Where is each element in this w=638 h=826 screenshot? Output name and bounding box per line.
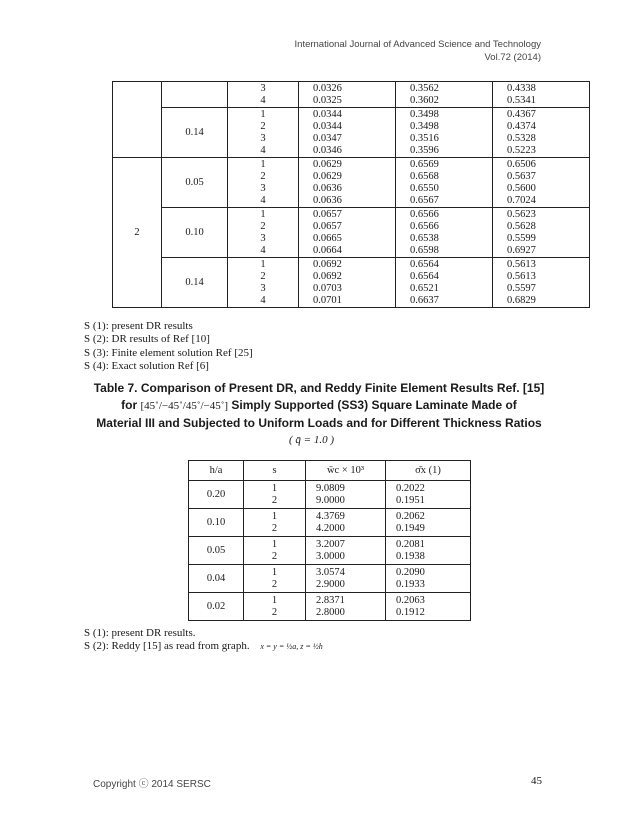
cell-value: 0.0325 (313, 94, 342, 106)
header-deflection: w̄c × 10³ (306, 461, 386, 481)
cell-value: 0.0664 (313, 244, 342, 256)
solution-index-cell (244, 593, 306, 621)
cell-value: 0.4374 (507, 120, 536, 132)
cell-value: 2 (271, 494, 278, 506)
cell-value: 2 (271, 578, 278, 590)
journal-name: International Journal of Advanced Science and Technology (294, 39, 541, 50)
cell-value: 0.6568 (410, 170, 439, 182)
cell-value: 0.5637 (507, 170, 536, 182)
cell-value: 0.5599 (507, 232, 536, 244)
cell-value: 0.3596 (410, 144, 439, 156)
cell-value: 0.0346 (313, 144, 342, 156)
cell-value: 0.3498 (410, 108, 439, 120)
solution-index-cell (244, 537, 306, 565)
value-cell (396, 208, 493, 258)
cell-value: 2 (260, 220, 266, 232)
cell-value: 2 (260, 170, 266, 182)
cell-value: 0.5223 (507, 144, 536, 156)
cell-value: 0.7024 (507, 194, 536, 206)
load-equation: ( q̄ = 1.0 ) (289, 434, 335, 446)
thickness-ratio-cell: 0.02 (189, 593, 244, 621)
table-row (113, 108, 590, 158)
note-line: S (3): Finite element solution Ref [25] (84, 346, 253, 359)
solution-index-cell (244, 481, 306, 509)
cell-value: 2 (271, 550, 278, 562)
group-cell (113, 82, 162, 158)
solution-index-cell (244, 509, 306, 537)
cell-value: 0.0636 (313, 182, 342, 194)
table-row (189, 593, 471, 621)
ratio-cell (162, 82, 228, 108)
stress-cell (386, 537, 471, 565)
cell-value: 0.3498 (410, 120, 439, 132)
cell-value: 1 (271, 510, 278, 522)
stress-cell (386, 481, 471, 509)
cell-value: 0.4367 (507, 108, 536, 120)
value-cell (299, 108, 396, 158)
caption-for: for (121, 398, 138, 412)
cell-value: 2.9000 (316, 578, 345, 590)
table7-caption (64, 380, 574, 432)
header-s: s (244, 461, 306, 481)
caption-line-1: Table 7. Comparison of Present DR, and Reddy Finite Element Results Ref. [15] (93, 381, 545, 395)
cell-value: 3 (260, 282, 266, 294)
value-cell (299, 258, 396, 308)
cell-value: 0.6567 (410, 194, 439, 206)
cell-value: 2 (260, 120, 266, 132)
value-cell (396, 258, 493, 308)
cell-value: 0.2081 (396, 538, 425, 550)
caption-line-2 (64, 397, 574, 415)
cell-value: 4 (260, 194, 266, 206)
cell-value: 4 (260, 94, 266, 106)
header-ha: h/a (189, 461, 244, 481)
cell-value: 1 (260, 258, 266, 270)
ratio-cell: 0.14 (162, 108, 228, 158)
cell-value: 4.3769 (316, 510, 345, 522)
cell-value: 0.3602 (410, 94, 439, 106)
cell-value: 3 (260, 82, 266, 94)
cell-value: 0.6927 (507, 244, 536, 256)
note-line: S (2): DR results of Ref [10] (84, 333, 210, 346)
cell-value: 0.0347 (313, 132, 342, 144)
cell-value: 0.2062 (396, 510, 425, 522)
cell-value: 1 (271, 482, 278, 494)
cell-value: 4 (260, 144, 266, 156)
deflection-cell (306, 481, 386, 509)
cell-value: 1 (260, 208, 266, 220)
cell-value: 0.6598 (410, 244, 439, 256)
cell-value: 0.1933 (396, 578, 425, 590)
cell-value: 0.0629 (313, 170, 342, 182)
cell-value: 0.5613 (507, 258, 536, 270)
table6-notes (84, 320, 253, 374)
ratio-cell: 0.14 (162, 258, 228, 308)
stress-cell (386, 509, 471, 537)
stress-cell (386, 565, 471, 593)
cell-value: 0.6829 (507, 294, 536, 306)
value-cell (493, 158, 590, 208)
cell-value: 2 (260, 270, 266, 282)
cell-value: 3.0574 (316, 566, 345, 578)
solution-index-cell (228, 82, 299, 108)
cell-value: 3.2007 (316, 538, 345, 550)
value-cell (396, 158, 493, 208)
cell-value: 0.0701 (313, 294, 342, 306)
value-cell (493, 108, 590, 158)
cell-value: 0.1912 (396, 606, 425, 618)
cell-value: 9.0000 (316, 494, 345, 506)
note-line: S (1): present DR results. (84, 627, 196, 639)
table-row (189, 565, 471, 593)
cell-value: 0.6566 (410, 220, 439, 232)
comparison-table (188, 460, 471, 621)
cell-value: 0.6637 (410, 294, 439, 306)
solution-index-cell (244, 565, 306, 593)
cell-value: 0.0326 (313, 82, 342, 94)
cell-value: 0.6566 (410, 208, 439, 220)
deflection-cell (306, 537, 386, 565)
cell-value: 0.6564 (410, 258, 439, 270)
solution-index-cell (228, 208, 299, 258)
cell-value: 0.4338 (507, 82, 536, 94)
position-formula: x = y = ½a, z = ½h (260, 642, 323, 652)
cell-value: 9.0809 (316, 482, 345, 494)
header-stress: σ̄x (1) (386, 461, 471, 481)
cell-value: 3 (260, 232, 266, 244)
value-cell (493, 208, 590, 258)
solution-index-cell (228, 108, 299, 158)
cell-value: 0.0692 (313, 258, 342, 270)
cell-value: 0.0657 (313, 220, 342, 232)
journal-volume: Vol.72 (2014) (484, 52, 541, 63)
table-row (189, 509, 471, 537)
value-cell (299, 158, 396, 208)
value-cell (299, 82, 396, 108)
cell-value: 0.6564 (410, 270, 439, 282)
table-row (113, 158, 590, 208)
value-cell (493, 258, 590, 308)
cell-value: 4 (260, 294, 266, 306)
value-cell (493, 82, 590, 108)
cell-value: 0.1938 (396, 550, 425, 562)
cell-value: 1 (271, 594, 278, 606)
cell-value: 0.3516 (410, 132, 439, 144)
table7-notes (84, 627, 323, 654)
thickness-ratio-cell: 0.04 (189, 565, 244, 593)
table-row (113, 82, 590, 108)
cell-value: 1 (271, 538, 278, 550)
running-header (295, 38, 541, 64)
results-table-continued (112, 81, 590, 308)
solution-index-cell (228, 258, 299, 308)
cell-value: 0.5328 (507, 132, 536, 144)
thickness-ratio-cell: 0.10 (189, 509, 244, 537)
cell-value: 3 (260, 182, 266, 194)
cell-value: 0.5628 (507, 220, 536, 232)
cell-value: 3.0000 (316, 550, 345, 562)
caption-line-2-rest: Simply Supported (SS3) Square Laminate Made of (231, 398, 517, 412)
table-row (189, 481, 471, 509)
cell-value: 3 (260, 132, 266, 144)
cell-value: 2 (271, 606, 278, 618)
ratio-cell: 0.10 (162, 208, 228, 258)
layup-sequence: [45˚/−45˚/45˚/−45˚] (140, 400, 229, 412)
group-cell: 2 (113, 158, 162, 308)
cell-value: 2.8371 (316, 594, 345, 606)
cell-value: 0.0703 (313, 282, 342, 294)
cell-value: 0.0629 (313, 158, 342, 170)
cell-value: 1 (260, 108, 266, 120)
value-cell (396, 108, 493, 158)
cell-value: 0.6569 (410, 158, 439, 170)
cell-value: 0.2022 (396, 482, 425, 494)
solution-index-cell (228, 158, 299, 208)
note-line: S (1): present DR results (84, 320, 193, 332)
value-cell (396, 82, 493, 108)
table-row (113, 208, 590, 258)
thickness-ratio-cell: 0.05 (189, 537, 244, 565)
cell-value: 0.6538 (410, 232, 439, 244)
cell-value: 0.5600 (507, 182, 536, 194)
deflection-cell (306, 593, 386, 621)
table-row (189, 537, 471, 565)
cell-value: 2 (271, 522, 278, 534)
cell-value: 0.0636 (313, 194, 342, 206)
cell-value: 1 (271, 566, 278, 578)
deflection-cell (306, 509, 386, 537)
copyright: Copyright ⓒ 2014 SERSC (93, 779, 211, 790)
cell-value: 0.0657 (313, 208, 342, 220)
cell-value: 2.8000 (316, 606, 345, 618)
cell-value: 0.0665 (313, 232, 342, 244)
cell-value: 0.0692 (313, 270, 342, 282)
cell-value: 0.6506 (507, 158, 536, 170)
cell-value: 0.5613 (507, 270, 536, 282)
cell-value: 4.2000 (316, 522, 345, 534)
cell-value: 0.1949 (396, 522, 425, 534)
cell-value: 0.5597 (507, 282, 536, 294)
cell-value: 0.2090 (396, 566, 425, 578)
load-value: q̄ = 1.0 (295, 434, 328, 446)
page-number: 45 (531, 775, 542, 787)
cell-value: 0.5341 (507, 94, 536, 106)
ratio-cell: 0.05 (162, 158, 228, 208)
thickness-ratio-cell: 0.20 (189, 481, 244, 509)
cell-value: 0.3562 (410, 82, 439, 94)
stress-cell (386, 593, 471, 621)
note-line: S (2): Reddy [15] as read from graph. x = y = ½a, z = ½h (84, 640, 323, 653)
cell-value: 4 (260, 244, 266, 256)
cell-value: 0.6521 (410, 282, 439, 294)
value-cell (299, 208, 396, 258)
cell-value: 0.1951 (396, 494, 425, 506)
cell-value: 1 (260, 158, 266, 170)
cell-value: 0.2063 (396, 594, 425, 606)
cell-value: 0.0344 (313, 120, 342, 132)
cell-value: 0.0344 (313, 108, 342, 120)
deflection-cell (306, 565, 386, 593)
cell-value: 0.6550 (410, 182, 439, 194)
cell-value: 0.5623 (507, 208, 536, 220)
caption-line-3: Material III and Subjected to Uniform Loads and for Different Thickness Ratios (96, 416, 542, 430)
note-line: S (4): Exact solution Ref [6] (84, 360, 209, 373)
table-row (113, 258, 590, 308)
